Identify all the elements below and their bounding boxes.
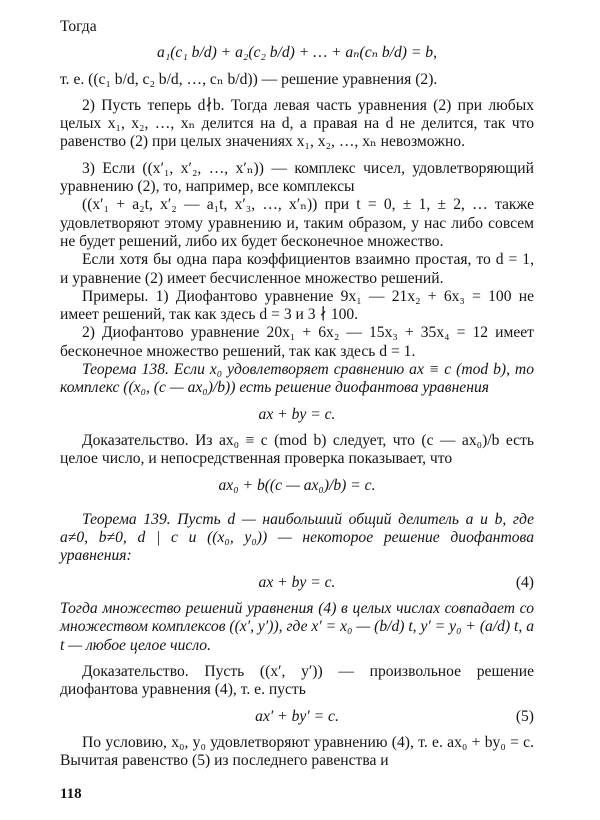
proof-paragraph: Доказательство. Из ax₀ ≡ c (mod b) следует, что (c — ax₀)/b есть целое число, и непосредственная проверка показывает, что — [60, 431, 534, 468]
proof-paragraph: Доказательство. Пусть ((x′, y′)) — произвольное решение диофантова уравнения (4), т. е. пусть — [60, 662, 534, 699]
paragraph: Если хотя бы одна пара коэффициентов взаимно простая, то d = 1, и уравнение (2) имеет бесчисленное множество решений. — [60, 251, 534, 287]
paragraph: 2) Диофантово уравнение 20x₁ + 6x₂ — 15x₃ + 35x₄ = 12 имеет бесконечное множество решений, так как здесь d = 1. — [60, 324, 534, 360]
text-line: Тогда — [60, 18, 97, 35]
equation-text: ax + by = c. — [258, 573, 336, 591]
paragraph: 3) Если ((x′₁, x′₂, …, x′ₙ)) — комплекс чисел, удовлетворяющий уравнению (2), то, например, все комплексы — [60, 159, 534, 196]
equation: ax + by = c. — [258, 405, 336, 423]
equation: a₁(c₁ b/d) + a₂(c₂ b/d) + … + aₙ(cₙ b/d) = b, — [157, 44, 437, 62]
examples-paragraph: Примеры. 1) Диофантово уравнение 9x₁ — 21x₂ + 6x₃ = 100 не имеет решений, так как здесь d = 3 и 3 ∤ 100. — [60, 287, 534, 324]
text-line: т. е. ((c₁ b/d, c₂ b/d, …, cₙ b/d)) — решение уравнения (2). — [60, 70, 438, 88]
theorem-139-continued: Тогда множество решений уравнения (4) в целых числах совпадает со множеством комплексов ((x′, y′)), где x′ = x₀ — (b/d) t, y′ = y₀ + (a/d) t, a t — любое целое число. — [60, 600, 534, 654]
theorem-139: Теорема 139. Пусть d — наибольший общий делитель a и b, где a≠0, b≠0, d | c и ((x₀, y₀)) — некоторое решение диофантова уравнения: — [60, 510, 534, 565]
equation-text: ax′ + by′ = c. — [255, 707, 339, 725]
equation-4 — [60, 574, 534, 592]
equation-number: (4) — [515, 573, 534, 591]
equation-number: (5) — [515, 707, 534, 725]
paragraph: ((x′₁ + a₂t, x′₂ — a₁t, x′₃, …, x′ₙ)) при t = 0, ± 1, ± 2, … также удовлетворяют этому уравнению и, таким образом, у нас либо совсем не будет решений, либо их будет бесконечное множество. — [60, 196, 534, 250]
equation-5 — [60, 708, 534, 726]
theorem-138: Теорема 138. Если x₀ удовлетворяет сравнению ax ≡ c (mod b), то комплекс ((x₀, (c — ax₀)/b)) есть решение диофантова уравнения — [60, 361, 534, 397]
paragraph: 2) Пусть теперь d∤b. Тогда левая часть уравнения (2) при любых целых x₁, x₂, …, xₙ делится на d, а правая на d не делится, так что равенство (2) при целых значениях x₁, x₂, …, xₙ невозможно. — [60, 96, 534, 151]
paragraph: По условию, x₀, y₀ удовлетворяют уравнению (4), т. е. ax₀ + by₀ = c. Вычитая равенство (5) из последнего равенства и — [60, 733, 534, 770]
page-number: 118 — [60, 786, 82, 802]
equation: ax₀ + b((c — ax₀)/b) = c. — [218, 476, 376, 494]
